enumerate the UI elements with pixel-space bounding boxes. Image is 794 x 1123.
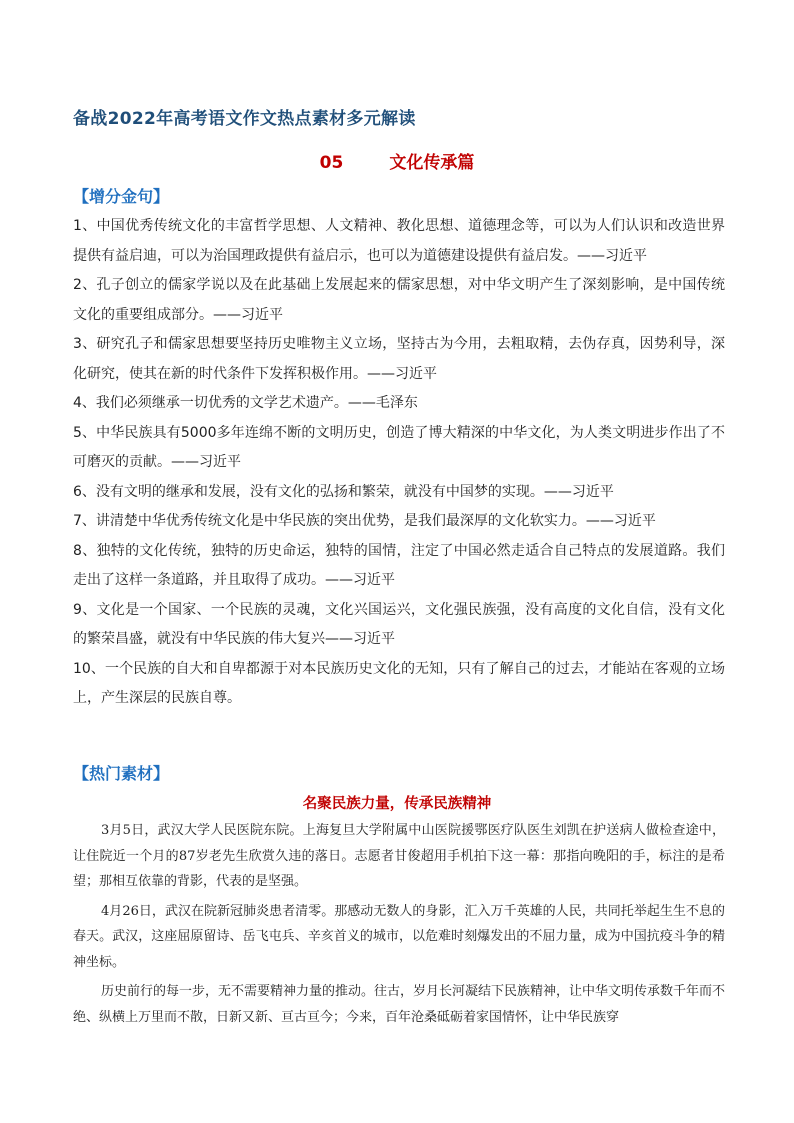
section-heading-quotes: 【增分金句】 [73,187,170,206]
section-heading-materials: 【热门素材】 [73,764,170,783]
article-paragraph: 4月26日，武汉在院新冠肺炎患者清零。那感动无数人的身影，汇入万千英雄的人民，共同托举起生生不息的春天。武汉，这座屈原留诗、岳飞屯兵、辛亥首义的城市，以危难时刻爆发出的不屈力量，成为中国抗疫斗争的精神坐标。 [73,903,725,970]
article-title: 名聚民族力量，传承民族精神 [302,796,492,812]
chapter-name: 文化传承篇 [389,153,475,173]
article-body [73,818,725,1034]
quote-item: 6、没有文明的继承和发展，没有文化的弘扬和繁荣，就没有中国梦的实现。——习近平 [73,483,614,500]
quote-item: 10、一个民族的自大和自卑都源于对本民族历史文化的无知，只有了解自己的过去，才能站在客观的立场上，产生深层的民族自尊。 [73,660,725,706]
quotes-list [73,212,725,714]
quote-item: 1、中国优秀传统文化的丰富哲学思想、人文精神、教化思想、道德理念等，可以为人们认识和改造世界提供有益启迪，可以为治国理政提供有益启示，也可以为道德建设提供有益启发。——习近平 [73,218,725,264]
quote-item: 2、孔子创立的儒家学说以及在此基础上发展起来的儒家思想，对中华文明产生了深刻影响，是中国传统文化的重要组成部分。——习近平 [73,277,725,323]
quote-item: 4、我们必须继承一切优秀的文学艺术遗产。——毛泽东 [73,395,418,411]
quote-item: 9、文化是一个国家、一个民族的灵魂，文化兴国运兴，文化强民族强，没有高度的文化自信，没有文化的繁荣昌盛，就没有中华民族的伟大复兴——习近平 [73,601,725,647]
article-paragraph: 3月5日，武汉大学人民医院东院。上海复旦大学附属中山医院援鄂医疗队医生刘凯在护送病人做检查途中，让住院近一个月的87岁老先生欣赏久违的落日。志愿者甘俊超用手机拍下这一幕：那指向晚阳的手，标注的是希望；那相互依靠的背影，代表的是坚强。 [73,823,725,889]
quote-item: 7、讲清楚中华优秀传统文化是中华民族的突出优势，是我们最深厚的文化软实力。——习近平 [73,513,656,529]
quote-item: 8、独特的文化传统，独特的历史命运，独特的国情，注定了中国必然走适合自己特点的发展道路。我们走出了这样一条道路，并且取得了成功。——习近平 [73,542,725,588]
chapter-heading [0,148,794,173]
chapter-number: 05 [319,153,344,173]
document-title: 备战2022年高考语文作文热点素材多元解读 [73,109,416,129]
quote-item: 3、研究孔子和儒家思想要坚持历史唯物主义立场，坚持古为今用，去粗取精，去伪存真，因势利导，深化研究，使其在新的时代条件下发挥积极作用。——习近平 [73,336,725,382]
quote-item: 5、中华民族具有5000多年连绵不断的文明历史，创造了博大精深的中华文化，为人类文明进步作出了不可磨灭的贡献。——习近平 [73,424,725,470]
article-paragraph: 历史前行的每一步，无不需要精神力量的推动。往古，岁月长河凝结下民族精神，让中华文明传承数千年而不绝、纵横上万里而不散，日新又新、亘古亘今；今来，百年沧桑砥砺着家国情怀，让中华民族穿 [73,984,726,1025]
